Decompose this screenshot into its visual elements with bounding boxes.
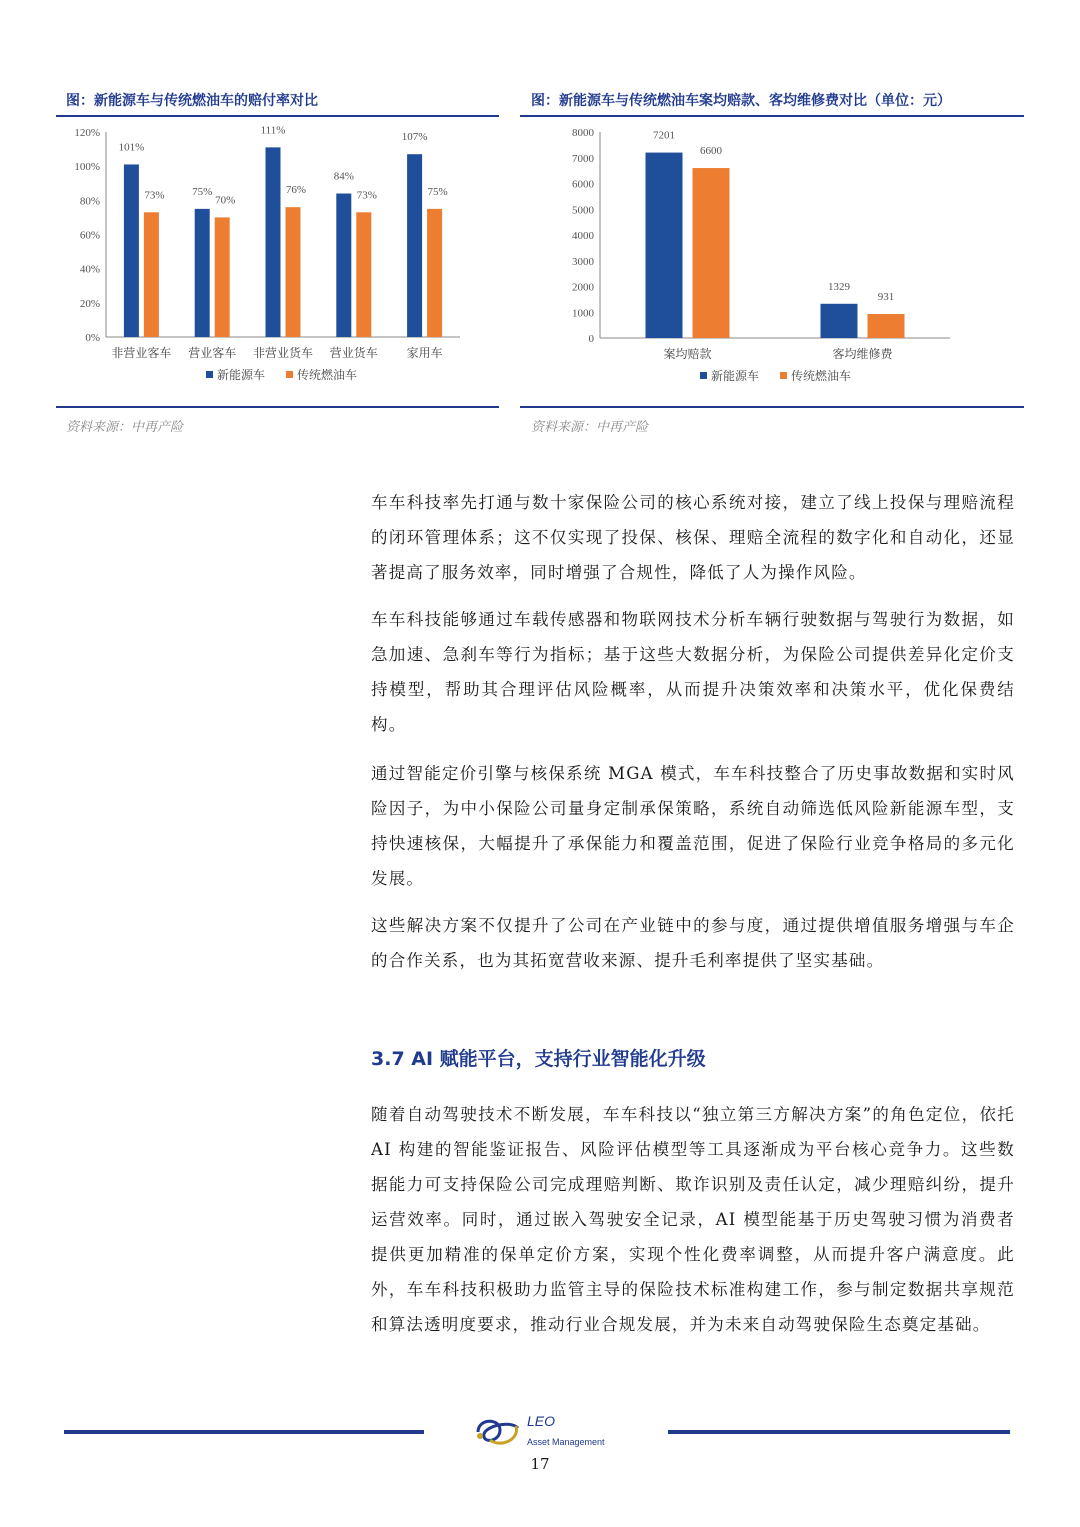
figure-left-source: 资料来源：中再产险 <box>66 420 184 435</box>
legend-swatch <box>700 372 707 379</box>
claim-cost-chart <box>520 118 1024 400</box>
paragraph-3: 通过智能定价引擎与核保系统 MGA 模式，车车科技整合了历史事故数据和实时风险因子，为中小保险公司量身定制承保策略，系统自动筛选低风险新能源车型，支持快速核保，大幅提升了承保能力和覆盖范围，促进了保险行业竞争格局的多元化发展。 <box>371 764 1015 888</box>
bar-value-label: 75% <box>192 185 213 198</box>
section-paragraph: 随着自动驾驶技术不断发展，车车科技以“独立第三方解决方案”的角色定位，依托 AI 构建的智能鉴证报告、风险评估模型等工具逐渐成为平台核心竞争力。这些数据能力可支持保险公司完成理赔判断、欺诈识别及责任认定，减少理赔纠纷，提升运营效率。同时，通过嵌入驾驶安全记录，AI 模型能基于历史驾驶习惯为消费者提供更加精准的保单定价方案，实现个性化费率调整，从而提升客户满意度。此外，车车科技积极助力监管主导的保险技术标准构建工作，参与制定数据共享规范和算法透明度要求，推动行业合规发展，并为未来自动驾驶保险生态奠定基础。 <box>371 1105 1015 1334</box>
section-title: 3.7 AI 赋能平台，支持行业智能化升级 <box>371 1048 706 1070</box>
y-tick-label: 120% <box>74 127 100 139</box>
bar-nev <box>195 209 210 337</box>
footer-line-left <box>64 1430 424 1434</box>
bar-value-label: 6600 <box>700 145 722 158</box>
bar-nev <box>821 304 858 338</box>
bar-nev <box>407 154 422 337</box>
paragraph-4: 这些解决方案不仅提升了公司在产业链中的参与度，通过提供增值服务增强与车企的合作关系，也为其拓宽营收来源、提升毛利率提供了坚实基础。 <box>371 916 1015 970</box>
paragraph-2: 车车科技能够通过车载传感器和物联网技术分析车辆行驶数据与驾驶行为数据，如急加速、急刹车等行为指标；基于这些大数据分析，为保险公司提供差异化定价支持模型，帮助其合理评估风险概率，从而提升决策效率和决策水平，优化保费结构。 <box>371 610 1015 734</box>
bar-ice <box>356 212 371 337</box>
y-tick-label: 6000 <box>572 178 594 191</box>
figure-right-bottom-rule <box>520 406 1024 408</box>
bar-value-label: 76% <box>285 184 307 197</box>
bar-value-label: 70% <box>215 194 236 207</box>
y-tick-label: 40% <box>79 263 100 276</box>
bar-value-label: 75% <box>427 185 448 198</box>
figure-right-top-rule <box>520 115 1024 117</box>
bar-ice <box>144 212 159 337</box>
y-tick-label: 3000 <box>572 255 594 268</box>
page-number: 17 <box>530 1455 550 1473</box>
x-category-label: 家用车 <box>406 346 443 360</box>
bar-ice <box>215 217 230 337</box>
logo-subtitle: Asset Management <box>527 1437 605 1447</box>
bar-value-label: 73% <box>356 189 377 202</box>
bar-value-label: 7201 <box>653 129 675 142</box>
y-tick-label: 0 <box>588 333 594 345</box>
footer-line-right <box>668 1430 1010 1434</box>
bar-value-label: 84% <box>333 170 354 183</box>
bar-value-label: 101% <box>118 141 145 154</box>
legend-label: 新能源车 <box>217 368 266 382</box>
x-category-label: 客均维修费 <box>832 347 893 361</box>
bar-ice <box>868 314 905 338</box>
y-tick-label: 60% <box>79 229 100 242</box>
y-tick-label: 8000 <box>572 127 594 139</box>
x-category-label: 非营业客车 <box>111 346 172 360</box>
bar-value-label: 1329 <box>828 280 850 293</box>
legend-label: 传统燃油车 <box>297 368 358 382</box>
y-tick-label: 100% <box>74 161 100 174</box>
x-category-label: 营业货车 <box>329 346 378 360</box>
legend-swatch <box>780 372 787 379</box>
bar-nev <box>646 153 683 338</box>
figure-right-source: 资料来源：中再产险 <box>531 420 649 435</box>
bar-value-label: 111% <box>260 124 286 137</box>
x-category-label: 非营业货车 <box>252 346 314 360</box>
figure-left-top-rule <box>56 115 499 117</box>
bar-nev <box>266 147 281 337</box>
figure-right-title: 图：新能源车与传统燃油车案均赔款、客均维修费对比（单位：元） <box>531 93 951 109</box>
y-tick-label: 2000 <box>572 281 594 294</box>
y-tick-label: 80% <box>79 195 100 208</box>
y-tick-label: 7000 <box>572 152 594 165</box>
paragraph-1: 车车科技率先打通与数十家保险公司的核心系统对接，建立了线上投保与理赔流程的闭环管理体系；这不仅实现了投保、核保、理赔全流程的数字化和自动化，还显著提高了服务效率，同时增强了合规性，降低了人为操作风险。 <box>371 493 1015 582</box>
legend-label: 传统燃油车 <box>791 369 852 383</box>
y-tick-label: 0% <box>85 332 100 344</box>
logo-name: LEO <box>527 1413 556 1429</box>
x-category-label: 营业客车 <box>188 346 237 360</box>
bar-ice <box>693 168 730 338</box>
legend-swatch <box>286 371 293 378</box>
y-tick-label: 20% <box>79 297 100 310</box>
figure-left-bottom-rule <box>56 406 499 408</box>
bar-value-label: 73% <box>144 189 165 202</box>
y-tick-label: 4000 <box>572 230 594 242</box>
bar-nev <box>124 164 139 337</box>
bar-ice <box>286 207 301 337</box>
y-tick-label: 5000 <box>572 204 594 217</box>
legend-swatch <box>206 371 213 378</box>
y-tick-label: 1000 <box>572 307 594 320</box>
bar-value-label: 107% <box>401 131 428 144</box>
bar-value-label: 931 <box>877 291 895 304</box>
figure-left-title: 图：新能源车与传统燃油车的赔付率对比 <box>66 93 318 109</box>
legend-label: 新能源车 <box>711 369 760 383</box>
payout-ratio-chart <box>56 118 499 400</box>
bar-nev <box>336 194 351 338</box>
bar-ice <box>427 209 442 337</box>
x-category-label: 案均赔款 <box>663 347 712 361</box>
